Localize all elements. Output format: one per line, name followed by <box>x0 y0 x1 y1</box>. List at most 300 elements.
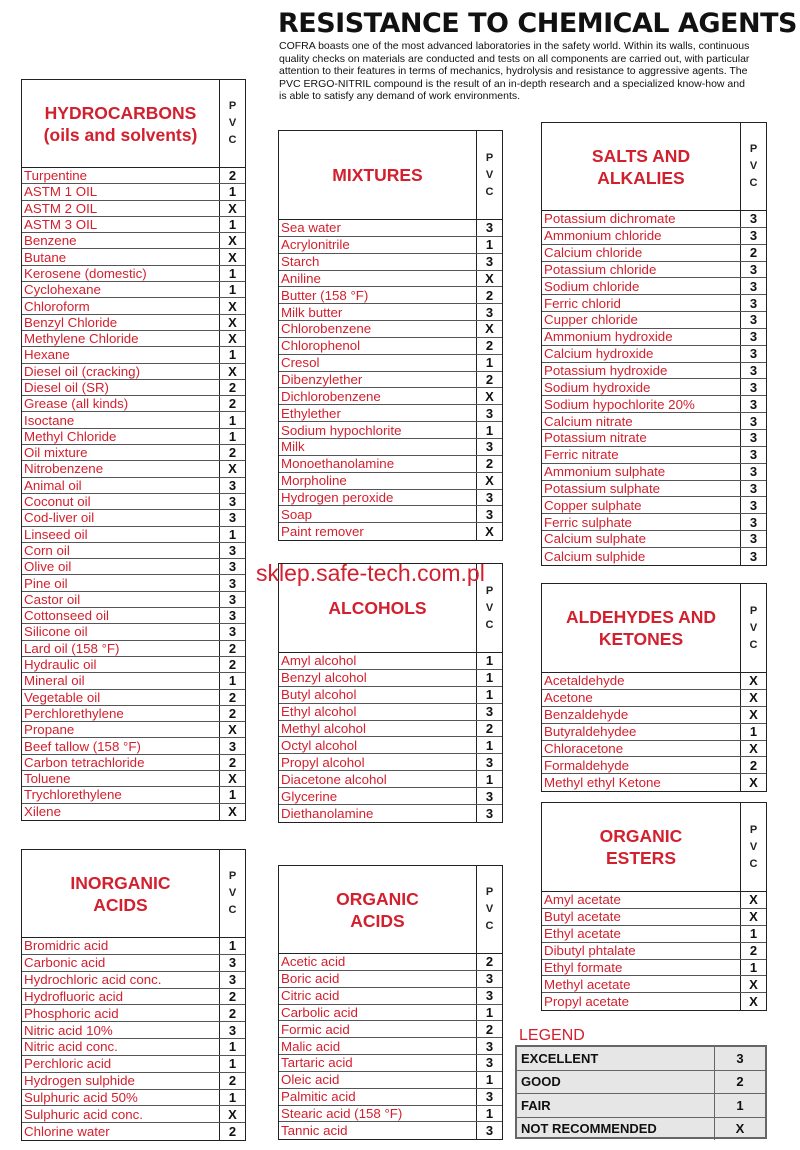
chemical-name: Ethyl alcohol <box>279 704 477 720</box>
resistance-rating: X <box>749 892 758 908</box>
table-row <box>22 641 245 657</box>
table-row <box>22 989 245 1006</box>
resistance-rating: 3 <box>749 480 758 496</box>
resistance-rating: 3 <box>485 805 494 821</box>
chemical-name: Sea water <box>279 220 477 236</box>
resistance-rating: 3 <box>749 329 758 345</box>
resistance-rating: 3 <box>749 295 758 311</box>
chemical-name: Potassium dichromate <box>542 211 741 227</box>
table-row <box>542 531 766 548</box>
chemical-name: Acetaldehyde <box>542 673 741 689</box>
table-row <box>22 955 245 972</box>
chemical-name: Sodium hypochlorite <box>279 422 477 438</box>
resistance-rating: 1 <box>485 355 494 371</box>
table-row <box>279 1072 502 1089</box>
table-row <box>22 217 245 233</box>
chemical-name: Phosphoric acid <box>22 1005 220 1021</box>
pvc-letter: C <box>228 134 237 146</box>
resistance-rating: 2 <box>749 757 758 773</box>
resistance-rating: 1 <box>228 1090 237 1106</box>
table-row <box>279 338 502 355</box>
legend-value: X <box>735 1121 745 1137</box>
table-row <box>542 413 766 430</box>
resistance-rating: 3 <box>228 542 237 558</box>
chemical-name: Mineral oil <box>22 673 220 688</box>
chemical-name: Benzyl Chloride <box>22 315 220 330</box>
resistance-rating: 1 <box>228 1056 237 1072</box>
table-header <box>22 850 245 938</box>
resistance-rating: X <box>749 707 758 723</box>
table-row <box>279 788 502 805</box>
resistance-rating: 3 <box>749 430 758 446</box>
table-row <box>22 938 245 955</box>
chemical-name: Lard oil (158 °F) <box>22 641 220 656</box>
table-organic-acids <box>278 865 503 1140</box>
chemical-name: Nitrobenzene <box>22 461 220 476</box>
table-row <box>22 1022 245 1039</box>
resistance-rating: 3 <box>228 575 237 591</box>
resistance-rating: 3 <box>749 312 758 328</box>
chemical-name: Milk butter <box>279 304 477 320</box>
chemical-name: Chlorophenol <box>279 338 477 354</box>
resistance-rating: 2 <box>485 338 494 354</box>
resistance-rating: 3 <box>485 439 494 455</box>
table-row <box>279 805 502 822</box>
table-row <box>279 1089 502 1106</box>
table-header <box>22 80 245 168</box>
pvc-letter: V <box>749 160 758 172</box>
table-row <box>279 473 502 490</box>
resistance-rating: 3 <box>749 447 758 463</box>
table-row <box>22 972 245 989</box>
resistance-rating: 3 <box>749 497 758 513</box>
resistance-rating: 2 <box>228 1073 237 1089</box>
chemical-name: Oleic acid <box>279 1072 477 1088</box>
table-header <box>542 584 766 673</box>
table-row <box>542 245 766 262</box>
table-row <box>22 787 245 803</box>
table-row <box>542 724 766 741</box>
resistance-rating: 1 <box>228 428 237 444</box>
table-row <box>279 971 502 988</box>
pvc-letter: V <box>485 168 494 181</box>
resistance-rating: 2 <box>228 396 237 412</box>
table-row <box>542 892 766 909</box>
table-row <box>22 804 245 820</box>
chemical-name: Silicone oil <box>22 624 220 639</box>
pvc-column-header <box>741 584 766 672</box>
legend-label: GOOD <box>517 1071 715 1094</box>
table-row <box>22 1005 245 1022</box>
table-row <box>279 287 502 304</box>
table-row <box>279 721 502 738</box>
table-title: ALCOHOLS <box>279 564 477 652</box>
resistance-rating: 3 <box>485 220 494 236</box>
resistance-rating: X <box>228 722 237 738</box>
table-row <box>22 168 245 184</box>
pvc-letter: C <box>485 920 494 932</box>
resistance-rating: 3 <box>749 363 758 379</box>
legend-label: NOT RECOMMENDED <box>517 1118 715 1141</box>
resistance-rating: 3 <box>749 514 758 530</box>
resistance-rating: X <box>749 775 758 791</box>
pvc-column-header <box>220 850 245 937</box>
chemical-name: ASTM 1 OIL <box>22 184 220 199</box>
table-row <box>279 372 502 389</box>
table-row <box>22 527 245 543</box>
table-row <box>22 755 245 771</box>
resistance-rating: 3 <box>485 1055 494 1071</box>
chemical-name: Methyl Chloride <box>22 429 220 444</box>
table-row <box>22 1073 245 1090</box>
resistance-rating: 2 <box>485 1021 494 1037</box>
chemical-name: Trychlorethylene <box>22 787 220 802</box>
chemical-name: Butyl acetate <box>542 909 741 925</box>
resistance-rating: X <box>749 976 758 992</box>
chemical-name: Diesel oil (SR) <box>22 380 220 395</box>
pvc-letter: P <box>749 604 758 617</box>
resistance-rating: 3 <box>749 261 758 277</box>
resistance-rating: 3 <box>749 346 758 362</box>
table-title: ORGANIC ESTERS <box>542 803 741 891</box>
resistance-rating: 3 <box>228 738 237 754</box>
table-aldehydes-ketones <box>541 583 767 792</box>
table-row <box>22 429 245 445</box>
resistance-rating: 3 <box>749 413 758 429</box>
chemical-name: Hydrogen sulphide <box>22 1073 220 1089</box>
chemical-name: Nitric acid 10% <box>22 1022 220 1038</box>
chemical-name: Dibutyl phtalate <box>542 943 741 959</box>
chemical-name: Morpholine <box>279 473 477 489</box>
table-row <box>542 363 766 380</box>
chemical-name: Nitric acid conc. <box>22 1039 220 1055</box>
table-row <box>22 494 245 510</box>
table-row <box>22 624 245 640</box>
resistance-rating: X <box>228 771 237 787</box>
chemical-name: Perchloric acid <box>22 1056 220 1072</box>
table-row <box>279 1021 502 1038</box>
table-row <box>279 506 502 523</box>
chemical-name: Sodium chloride <box>542 278 741 294</box>
chemical-name: Starch <box>279 254 477 270</box>
chemical-name: Calcium sulphate <box>542 531 741 547</box>
table-row <box>279 321 502 338</box>
resistance-rating: 3 <box>749 531 758 547</box>
table-header <box>279 866 502 954</box>
chemical-name: Sulphuric acid 50% <box>22 1090 220 1106</box>
resistance-rating: 3 <box>228 1022 237 1038</box>
legend-value: 2 <box>736 1074 744 1090</box>
resistance-rating: 3 <box>749 211 758 227</box>
chemical-name: Kerosene (domestic) <box>22 266 220 281</box>
table-row <box>22 1039 245 1056</box>
table-row <box>22 1106 245 1123</box>
table-row <box>22 575 245 591</box>
resistance-rating: 1 <box>485 1004 494 1020</box>
resistance-rating: 2 <box>485 954 494 970</box>
legend-title: LEGEND <box>519 1027 585 1044</box>
chemical-name: Benzaldehyde <box>542 707 741 723</box>
chemical-name: Castor oil <box>22 592 220 607</box>
resistance-rating: X <box>749 994 758 1010</box>
resistance-rating: 3 <box>485 304 494 320</box>
table-row <box>279 220 502 237</box>
resistance-rating: 1 <box>228 217 237 233</box>
chemical-name: Milk <box>279 439 477 455</box>
chemical-name: Octyl alcohol <box>279 737 477 753</box>
resistance-rating: 3 <box>485 254 494 270</box>
table-row <box>22 673 245 689</box>
resistance-rating: 2 <box>749 943 758 959</box>
resistance-rating: 3 <box>228 972 237 988</box>
chemical-name: Potassium chloride <box>542 262 741 278</box>
chemical-name: Ethylether <box>279 405 477 421</box>
table-salts-alkalies <box>541 122 767 566</box>
chemical-name: Sodium hydroxide <box>542 379 741 395</box>
chemical-name: Cod-liver oil <box>22 510 220 525</box>
chemical-name: Ammonium sulphate <box>542 464 741 480</box>
resistance-rating: 1 <box>228 673 237 689</box>
resistance-rating: 2 <box>228 640 237 656</box>
table-alcohols <box>278 563 503 823</box>
chemical-name: Sodium hypochlorite 20% <box>542 396 741 412</box>
resistance-rating: X <box>749 690 758 706</box>
chemical-name: Butter (158 °F) <box>279 287 477 303</box>
chemical-name: Cresol <box>279 355 477 371</box>
resistance-rating: X <box>485 524 494 540</box>
chemical-name: Amyl alcohol <box>279 653 477 669</box>
table-row <box>22 249 245 265</box>
chemical-name: Oil mixture <box>22 445 220 460</box>
chemical-name: Ethyl acetate <box>542 926 741 942</box>
chemical-name: Acrylonitrile <box>279 237 477 253</box>
pvc-letter: V <box>749 621 758 634</box>
resistance-rating: X <box>228 804 237 820</box>
table-row <box>279 1106 502 1123</box>
table-title: HYDROCARBONS (oils and solvents) <box>22 80 220 167</box>
table-row <box>279 422 502 439</box>
table-title: SALTS AND ALKALIES <box>542 123 741 210</box>
chemical-name: Diacetone alcohol <box>279 771 477 787</box>
table-row <box>22 380 245 396</box>
chemical-name: Sulphuric acid conc. <box>22 1106 220 1122</box>
table-row <box>279 653 502 670</box>
table-row <box>22 298 245 314</box>
chemical-name: Tannic acid <box>279 1122 477 1139</box>
chemical-name: Ferric chlorid <box>542 295 741 311</box>
table-row <box>279 490 502 507</box>
resistance-rating: 3 <box>485 1123 494 1139</box>
resistance-rating: X <box>485 321 494 337</box>
pvc-column-header <box>741 803 766 891</box>
table-row <box>542 774 766 791</box>
legend-value: 1 <box>736 1097 744 1113</box>
table-organic-esters <box>541 802 767 1011</box>
resistance-rating: X <box>228 298 237 314</box>
table-row <box>542 228 766 245</box>
chemical-name: Butyl alcohol <box>279 687 477 703</box>
resistance-rating: X <box>228 1106 237 1122</box>
resistance-rating: X <box>228 314 237 330</box>
table-row <box>542 295 766 312</box>
resistance-rating: 1 <box>228 347 237 363</box>
pvc-letter: P <box>485 886 494 898</box>
table-row <box>542 741 766 758</box>
table-row <box>279 456 502 473</box>
resistance-rating: 3 <box>749 464 758 480</box>
resistance-rating: 2 <box>228 754 237 770</box>
chemical-name: Corn oil <box>22 543 220 558</box>
resistance-rating: 1 <box>749 926 758 942</box>
pvc-column-header <box>741 123 766 210</box>
table-row <box>279 388 502 405</box>
chemical-name: Cyclohexane <box>22 282 220 297</box>
chemical-name: Paint remover <box>279 523 477 540</box>
pvc-letter: P <box>228 870 237 882</box>
chemical-name: Hydrogen peroxide <box>279 490 477 506</box>
table-row <box>279 1055 502 1072</box>
table-inorganic-acids <box>21 849 246 1141</box>
table-row <box>542 481 766 498</box>
legend-row-fair <box>517 1094 765 1118</box>
pvc-column-header <box>477 866 502 953</box>
resistance-rating: 1 <box>749 960 758 975</box>
resistance-rating: 1 <box>749 724 758 740</box>
table-row <box>279 1005 502 1022</box>
chemical-name: Calcium chloride <box>542 245 741 261</box>
resistance-rating: 3 <box>485 1089 494 1105</box>
table-row <box>542 690 766 707</box>
table-row <box>542 757 766 774</box>
table-row <box>279 670 502 687</box>
resistance-rating: 1 <box>485 670 494 686</box>
table-row <box>542 447 766 464</box>
resistance-rating: 2 <box>228 657 237 673</box>
table-row <box>542 396 766 413</box>
resistance-rating: 3 <box>749 228 758 244</box>
table-row <box>542 993 766 1010</box>
table-row <box>22 722 245 738</box>
chemical-name: Glycerine <box>279 788 477 804</box>
resistance-rating: X <box>485 473 494 489</box>
table-title: ALDEHYDES AND KETONES <box>542 584 741 672</box>
table-row <box>542 707 766 724</box>
table-row <box>542 278 766 295</box>
chemical-name: Boric acid <box>279 971 477 987</box>
resistance-rating: 3 <box>749 548 758 564</box>
resistance-rating: 1 <box>485 737 494 753</box>
chemical-name: Carbonic acid <box>22 955 220 971</box>
chemical-name: Malic acid <box>279 1038 477 1054</box>
table-row <box>279 405 502 422</box>
chemical-name: Chlorobenzene <box>279 321 477 337</box>
resistance-rating: 2 <box>485 456 494 472</box>
watermark-text: sklep.safe-tech.com.pl <box>256 560 485 586</box>
table-row <box>22 347 245 363</box>
chemical-name: ASTM 3 OIL <box>22 217 220 232</box>
table-row <box>22 771 245 787</box>
chemical-name: Cottonseed oil <box>22 608 220 623</box>
resistance-rating: 1 <box>228 787 237 803</box>
resistance-rating: 2 <box>228 988 237 1004</box>
table-title: INORGANIC ACIDS <box>22 850 220 937</box>
resistance-rating: 3 <box>485 971 494 987</box>
table-title: ORGANIC ACIDS <box>279 866 477 953</box>
table-row <box>279 254 502 271</box>
resistance-rating: 3 <box>485 506 494 522</box>
chemical-name: Perchlorethylene <box>22 706 220 721</box>
table-row <box>22 201 245 217</box>
table-title: MIXTURES <box>279 131 477 219</box>
resistance-rating: 3 <box>485 988 494 1004</box>
resistance-rating: 3 <box>228 494 237 510</box>
table-row <box>22 738 245 754</box>
table-row <box>22 1123 245 1140</box>
table-row <box>22 184 245 200</box>
chemical-name: Dichlorobenzene <box>279 388 477 404</box>
pvc-letter: V <box>485 903 494 915</box>
pvc-letter: P <box>749 823 758 836</box>
chemical-name: Soap <box>279 506 477 522</box>
chemical-name: Methyl alcohol <box>279 721 477 737</box>
chemical-name: Tartaric acid <box>279 1055 477 1071</box>
pvc-letter: C <box>485 185 494 198</box>
resistance-rating: X <box>485 388 494 404</box>
resistance-rating: 1 <box>228 265 237 281</box>
chemical-name: Propyl acetate <box>542 993 741 1010</box>
table-row <box>22 1090 245 1107</box>
resistance-rating: 3 <box>749 278 758 294</box>
table-row <box>542 673 766 690</box>
table-row <box>22 461 245 477</box>
table-row <box>542 497 766 514</box>
table-row <box>542 379 766 396</box>
table-row <box>22 445 245 461</box>
chemical-name: Ammonium hydroxide <box>542 329 741 345</box>
resistance-rating: X <box>749 741 758 756</box>
table-row <box>542 926 766 943</box>
chemical-name: Ethyl formate <box>542 960 741 976</box>
chemical-name: Butane <box>22 249 220 264</box>
chemical-name: Stearic acid (158 °F) <box>279 1106 477 1122</box>
table-row <box>279 439 502 456</box>
chemical-name: Turpentine <box>22 168 220 183</box>
pvc-letter: V <box>485 601 494 614</box>
table-row <box>279 754 502 771</box>
chemical-name: Diethanolamine <box>279 805 477 822</box>
legend-label: EXCELLENT <box>517 1047 715 1070</box>
table-row <box>22 510 245 526</box>
chemical-name: ASTM 2 OIL <box>22 201 220 216</box>
table-row <box>279 988 502 1005</box>
resistance-rating: X <box>485 270 494 286</box>
chemical-name: Monoethanolamine <box>279 456 477 472</box>
pvc-letter: C <box>749 638 758 651</box>
chemical-name: Potassium hydroxide <box>542 363 741 379</box>
table-row <box>22 543 245 559</box>
chemical-name: Methyl acetate <box>542 976 741 992</box>
resistance-rating: 1 <box>228 282 237 298</box>
legend-row-not-recommended <box>517 1118 765 1141</box>
chemical-name: Copper sulphate <box>542 497 741 513</box>
table-row <box>279 737 502 754</box>
table-row <box>279 1038 502 1055</box>
page-title: RESISTANCE TO CHEMICAL AGENTS <box>278 8 797 39</box>
table-row <box>22 412 245 428</box>
resistance-rating: 2 <box>228 705 237 721</box>
table-row <box>279 954 502 971</box>
resistance-rating: 2 <box>485 372 494 388</box>
